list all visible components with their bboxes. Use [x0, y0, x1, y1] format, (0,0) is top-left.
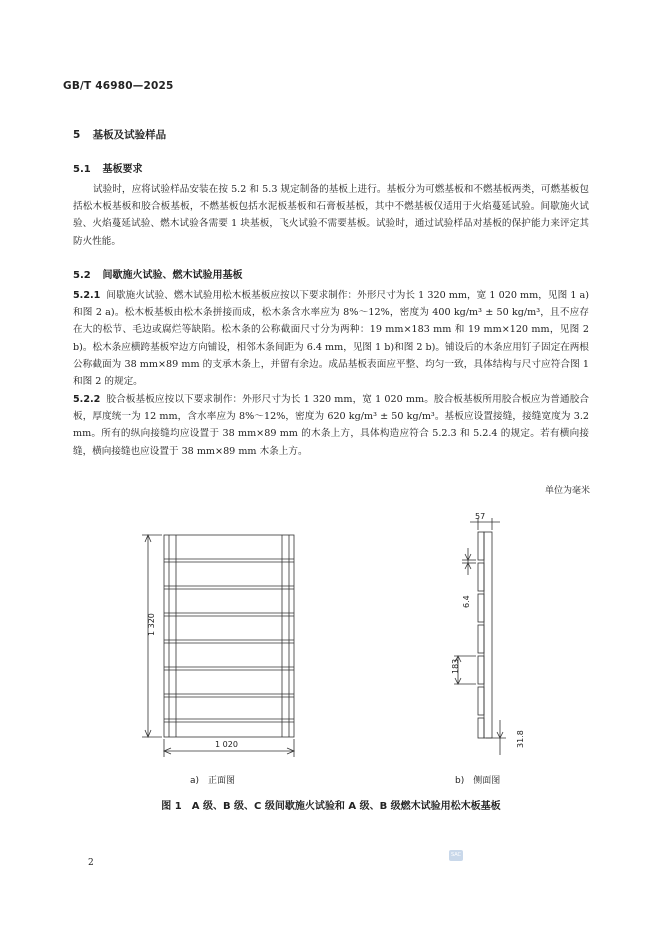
front-view-subcaption: a) 正面图: [190, 776, 236, 786]
section-5-1-title: 基板要求: [102, 164, 143, 175]
section-5-1-number: 5.1: [73, 164, 91, 175]
standard-code: GB/T 46980—2025: [63, 80, 174, 92]
clause-5-2-1-body: 间歇施火试验、燃木试验用松木板基板应按以下要求制作：外形尺寸为长 1 320 mm，宽 1 020 mm，见图 1 a)和图 2 a)。松木板基板由松木条拼接而成，松木条含水率应为 8%～12%，密度为 400 kg/m³ ± 50 kg/m³，且不应存在大的松节、毛边或腐烂等缺陷。松木条的公称截面尺寸分为两种：19 mm×183 mm 和 19 mm×120 mm，见图 2 b)。松木条应横跨基板窄边方向铺设，相邻木条间距为 6.4 mm，见图 1 b)和图 2 b)。铺设后的木条应用钉子固定在两根公称截面为 38 mm×89 mm 的支承木条上，并留有余边。成品基板表面应平整、均匀一致，具体结构与尺寸应符合图 1 和图 2 的规定。: [73, 290, 589, 388]
side-view-subcaption: b) 侧面图: [455, 776, 501, 786]
section-5-2-number: 5.2: [73, 270, 91, 281]
clause-5-2-2-body: 胶合板基板应按以下要求制作：外形尺寸为长 1 320 mm，宽 1 020 mm。胶合板基板所用胶合板应为普通胶合板，厚度统一为 12 mm，含水率应为 8%～12%，密度为 620 kg/m³ ± 50 kg/m³。基板应设置接缝，接缝宽度为 3.2 mm。所有的纵向接缝均应设置于 38 mm×89 mm 的木条上方，具体构造应符合 5.2.3 和 5.2.4 的规定。若有横向接缝，横向接缝也应设置于 38 mm×89 mm 木条上方。: [73, 394, 589, 457]
side-support-member: [484, 532, 492, 738]
side-bottom-dimension: [486, 720, 506, 755]
side-gap-label: 6.4: [462, 595, 471, 608]
unit-note: 单位为毫米: [544, 486, 590, 496]
front-width-label: 1 020: [215, 740, 238, 749]
clause-5-2-2-number: 5.2.2: [73, 394, 101, 405]
side-view-drawing: [430, 510, 540, 760]
clause-5-2-1-number: 5.2.1: [73, 290, 101, 301]
section-5-number: 5: [73, 129, 81, 141]
section-5-2-title: 间歇施火试验、燃木试验用基板: [102, 270, 243, 281]
clause-5-2-1: [73, 287, 589, 390]
section-5-2-heading: [73, 266, 242, 281]
section-5-title: 基板及试验样品: [92, 129, 167, 141]
side-boards: [478, 532, 484, 738]
section-5-1-body: 试验时，应将试验样品安装在按 5.2 和 5.3 规定制备的基板上进行。基板分为可燃基板和不燃基板两类，可燃基板包括松木板基板和胶合板基板，不燃基板包括水泥板基板和石膏板基板，其中不燃基板仅适用于火焰蔓延试验。间歇施火试验、火焰蔓延试验、燃木试验各需要 1 块基板，飞火试验不需要基板。试验时，通过试验样品对基板的保护能力来评定其防火性能。: [73, 184, 589, 247]
front-board-joints: [164, 559, 294, 722]
section-5-1-heading: [73, 160, 142, 175]
side-gap-dimension: [462, 548, 476, 575]
front-board-outline: [164, 535, 294, 737]
side-bottom-label: 31.8: [516, 730, 525, 748]
side-board-label: 183: [451, 658, 460, 674]
clause-5-2-2: [73, 391, 589, 460]
publisher-logo: SAC: [449, 850, 463, 861]
front-view-drawing: [120, 515, 320, 765]
side-top-label: 57: [475, 512, 486, 521]
section-5-heading: [73, 127, 166, 142]
page-number: 2: [88, 858, 94, 868]
figure-caption: 图 1 A 级、B 级、C 级间歇施火试验和 A 级、B 级燃木试验用松木板基板: [161, 801, 501, 812]
front-height-label: 1 320: [147, 613, 156, 636]
